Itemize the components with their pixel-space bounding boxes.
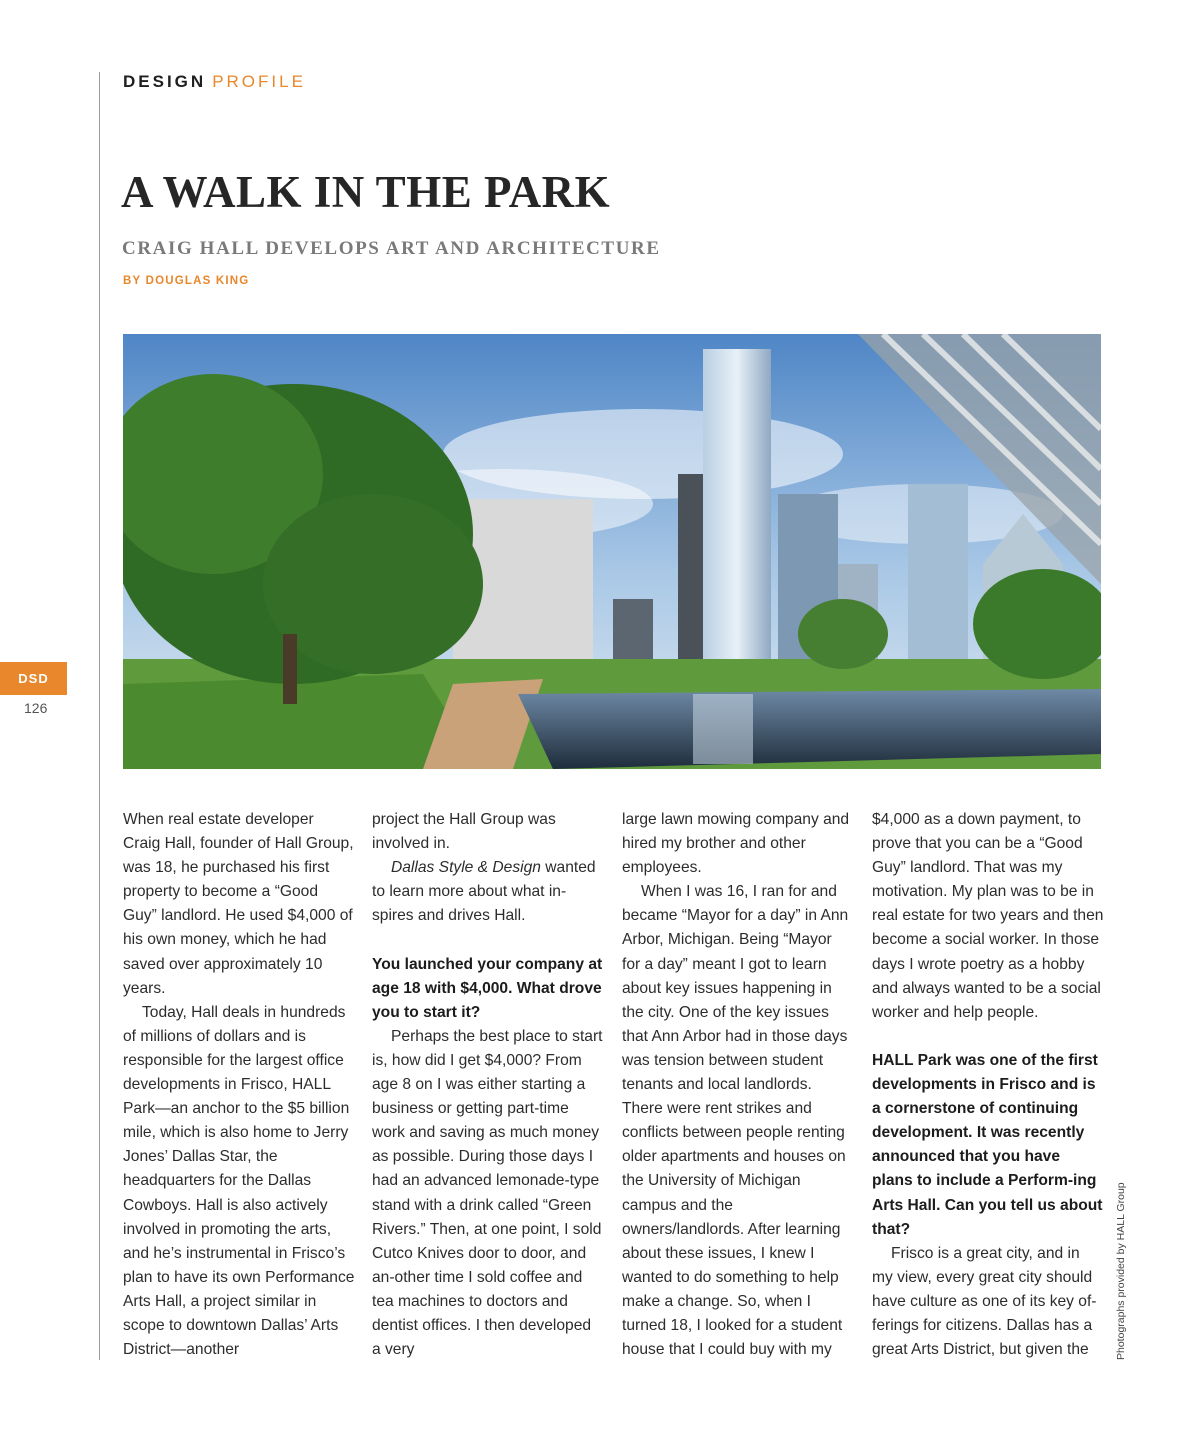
magazine-name: Dallas Style & Design xyxy=(391,859,541,877)
paragraph: Frisco is a great city, and in my view, every great city should have culture as one of its key of-ferings for citizens. Dallas has a great Arts District, but given the xyxy=(872,1244,1097,1359)
page-number: 126 xyxy=(24,700,48,716)
paragraph: large lawn mowing company and hired my brother and other employees. xyxy=(622,811,850,877)
article-subtitle: CRAIG HALL DEVELOPS ART AND ARCHITECTURE xyxy=(122,238,661,259)
article-title: A WALK IN THE PARK xyxy=(121,167,611,217)
text-column-2 xyxy=(372,808,604,1362)
paragraph: When I was 16, I ran for and became “Mayor for a day” in Ann Arbor, Michigan. Being “Mayor for a day” meant I got to learn about key issues happening in the city. One of the key issues that Ann Arbor had in those days was tension between student tenants and local landlords. There were rent strikes and conflicts between people renting older apartments and houses on the University of Michigan campus and the owners/landlords. After learning about these issues, I knew I wanted to do something to help make a change. So, when I turned 18, I looked for a student house that I could buy with my xyxy=(622,883,849,1359)
paragraph: When real estate developer Craig Hall, founder of Hall Group, was 18, he purchased his first property to become a “Good Guy” landlord. He used $4,000 of his own money, which he had saved over approximately 10 years. xyxy=(123,811,354,997)
paragraph: Today, Hall deals in hundreds of millions of dollars and is responsible for the largest office developments in Frisco, HALL Park—an anchor to the $5 billion mile, which is also home to Jerry Jones’ Dallas Star, the headquarters for the Dallas Cowboys. Hall is also actively involved in promoting the arts, and he’s instrumental in Frisco’s plan to have its own Performance Arts Hall, a project similar in scope to downtown Dallas’ Arts District—another xyxy=(123,1003,355,1359)
text-column-4 xyxy=(872,808,1104,1362)
paragraph: $4,000 as a down payment, to prove that you can be a “Good Guy” landlord. That was my motivation. My plan was to be in real estate for two years and then become a social worker. In those days I wrote poetry as a hobby and always wanted to be a social worker and help people. xyxy=(872,811,1104,1021)
interview-question: HALL Park was one of the first developments in Frisco and is a cornerstone of continuing development. It was recently announced that you have plans to include a Perform-ing Arts Hall. Can you tell us about that? xyxy=(872,1051,1103,1238)
hero-photo xyxy=(123,334,1101,769)
byline: BY DOUGLAS KING xyxy=(123,275,250,287)
paragraph: Perhaps the best place to start is, how did I get $4,000? From age 8 on I was either starting a business or getting part-time work and saving as much money as possible. During those days I had an advanced lemonade-type stand with a drink called “Green Rivers.” Then, at one point, I sold Cutco Knives door to door, and an-other time I sold coffee and tea machines to doctors and dentist offices. I then developed a very xyxy=(372,1027,603,1359)
paragraph: project the Hall Group was involved in. xyxy=(372,811,556,853)
vertical-rule xyxy=(99,72,100,1360)
interview-question: You launched your company at age 18 with $4,000. What drove you to start it? xyxy=(372,955,603,1021)
text-column-1 xyxy=(123,808,355,1362)
paragraph xyxy=(372,856,604,928)
text-column-3 xyxy=(622,808,854,1362)
section-label-secondary: PROFILE xyxy=(212,72,306,91)
section-label xyxy=(123,72,306,92)
section-label-primary: DESIGN xyxy=(123,72,207,91)
magazine-tab: DSD xyxy=(0,662,67,695)
photo-credit: Photographs provided by HALL Group xyxy=(1115,1182,1127,1360)
paragraph-text: wanted to learn more about what in-spires and drives Hall. xyxy=(372,859,596,925)
